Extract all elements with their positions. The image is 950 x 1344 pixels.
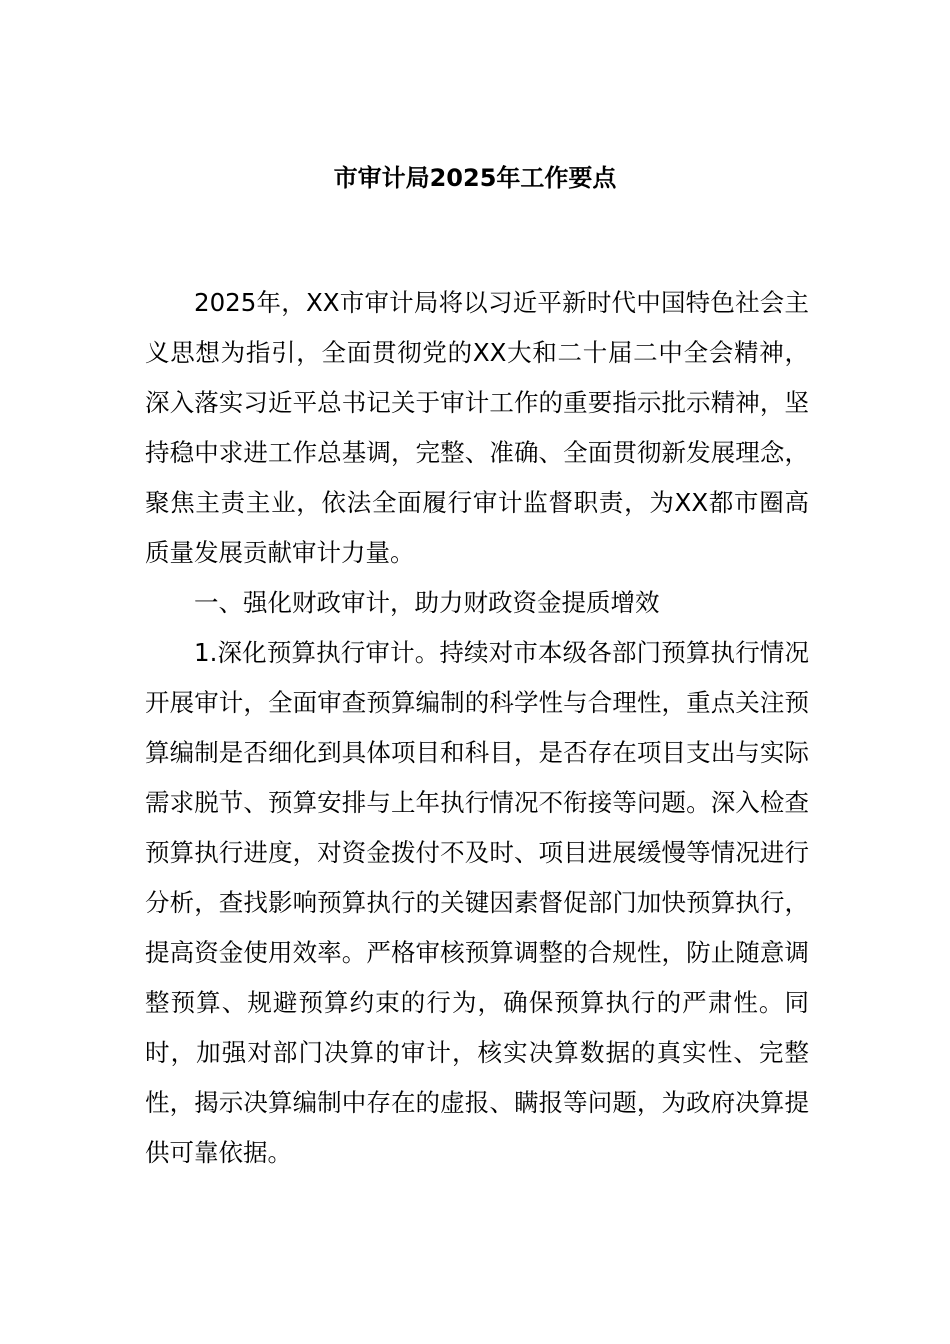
section-heading: 一、强化财政审计，助力财政资金提质增效 xyxy=(194,588,660,617)
document-body xyxy=(145,278,809,1178)
intro-paragraph: 2025年，XX市审计局将以习近平新时代中国特色社会主义思想为指引，全面贯彻党的XX大和二十届二中全会精神，深入落实习近平总书记关于审计工作的重要指示批示精神，坚持稳中求进工作总基调，完整、准确、全面贯彻新发展理念，聚焦主责主业，依法全面履行审计监督职责，为XX都市圈高质量发展贡献审计力量。 xyxy=(145,288,809,567)
document-title: 市审计局2025年工作要点 xyxy=(333,164,617,192)
item-paragraph: 1.深化预算执行审计。持续对市本级各部门预算执行情况开展审计，全面审查预算编制的科学性与合理性，重点关注预算编制是否细化到具体项目和科目，是否存在项目支出与实际需求脱节、预算安排与上年执行情况不衔接等问题。深入检查预算执行进度，对资金拨付不及时、项目进展缓慢等情况进行分析，查找影响预算执行的关键因素督促部门加快预算执行，提高资金使用效率。严格审核预算调整的合规性，防止随意调整预算、规避预算约束的行为，确保预算执行的严肃性。同时，加强对部门决算的审计，核实决算数据的真实性、完整性，揭示决算编制中存在的虚报、瞒报等问题，为政府决算提供可靠依据。 xyxy=(145,638,809,1167)
